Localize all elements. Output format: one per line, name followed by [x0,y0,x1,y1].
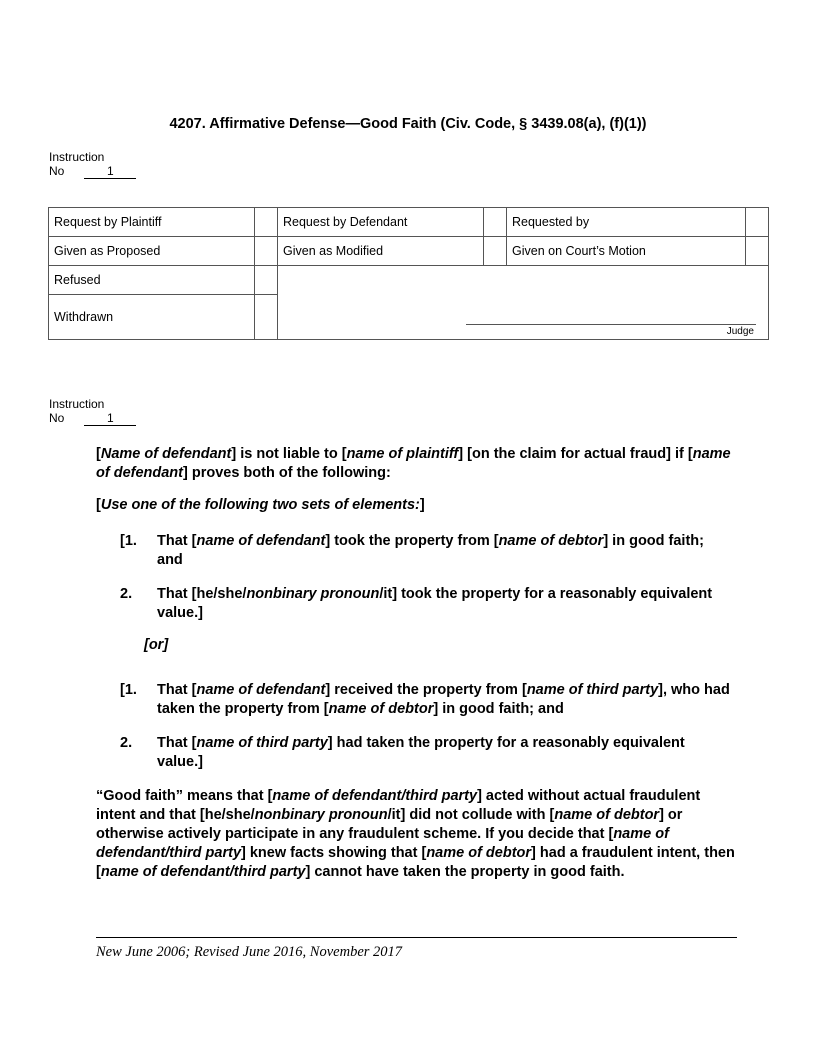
given-as-modified-checkbox[interactable] [484,237,507,266]
given-as-proposed-label: Given as Proposed [49,237,255,266]
good-faith-definition: “Good faith” means that [name of defendant/third party] acted without actual fraudulent intent and that [he/she/nonbinary pronoun/it] did not collude with [name of debtor] or otherwise actively participate in any fraudulent scheme. If you decide that [name of defendant/third party] knew facts showing that [name of debtor] had a fraudulent intent, then [name of defendant/third party] cannot have taken the property in good faith. [96,788,735,880]
instruction-number-block-2 [49,397,136,426]
element-number: [1. [120,682,137,698]
given-as-modified-label: Given as Modified [278,237,484,266]
instruction-no-label: No [49,164,65,178]
requested-by-checkbox[interactable] [746,208,769,237]
withdrawn-checkbox[interactable] [255,295,278,340]
request-table [48,207,769,340]
document-title: 4207. Affirmative Defense—Good Faith (Civ. Code, § 3439.08(a), (f)(1)) [169,116,647,132]
given-as-proposed-checkbox[interactable] [255,237,278,266]
request-by-defendant-checkbox[interactable] [484,208,507,237]
instruction-number: 1 [84,411,136,426]
withdrawn-label: Withdrawn [49,295,255,340]
judge-signature-line[interactable] [466,324,756,325]
footer-divider [96,937,737,938]
instruction-number: 1 [84,164,136,179]
requested-by-label: Requested by [507,208,746,237]
element-number: 2. [120,586,133,602]
set1-element-2: 2. That [he/she/nonbinary pronoun/it] took the property for a reasonably equivalent value.] [120,586,713,621]
request-by-plaintiff-checkbox[interactable] [255,208,278,237]
instruction-no-label: No [49,411,65,425]
request-by-plaintiff-label: Request by Plaintiff [49,208,255,237]
refused-checkbox[interactable] [255,266,278,295]
set2-element-2: 2. That [name of third party] had taken the property for a reasonably equivalent value.] [120,735,685,770]
or-separator: [or] [144,637,169,653]
judge-label: Judge [726,326,754,337]
set2-element-1: [1. That [name of defendant] received the property from [name of third party], who had taken the property from [name of debtor] in good faith; and [120,682,730,717]
refused-label: Refused [49,266,255,295]
request-by-defendant-label: Request by Defendant [278,208,484,237]
element-number: [1. [120,533,137,549]
element-number: 2. [120,735,133,751]
given-on-courts-motion-label: Given on Court’s Motion [507,237,746,266]
instruction-number-block [49,150,136,179]
given-on-courts-motion-checkbox[interactable] [746,237,769,266]
history-note: New June 2006; Revised June 2016, November 2017 [96,944,403,960]
instruction-label: Instruction [49,397,105,411]
set1-element-1: [1. That [name of defendant] took the property from [name of debtor] in good faith; and [120,533,704,568]
instruction-label: Instruction [49,150,105,164]
judge-signature-area [278,266,769,340]
intro-paragraph: [Name of defendant] is not liable to [name of plaintiff] [on the claim for actual fraud] if [name of defendant] proves both of the following: [96,446,731,481]
use-elements-note: [Use one of the following two sets of elements:] [96,497,425,513]
